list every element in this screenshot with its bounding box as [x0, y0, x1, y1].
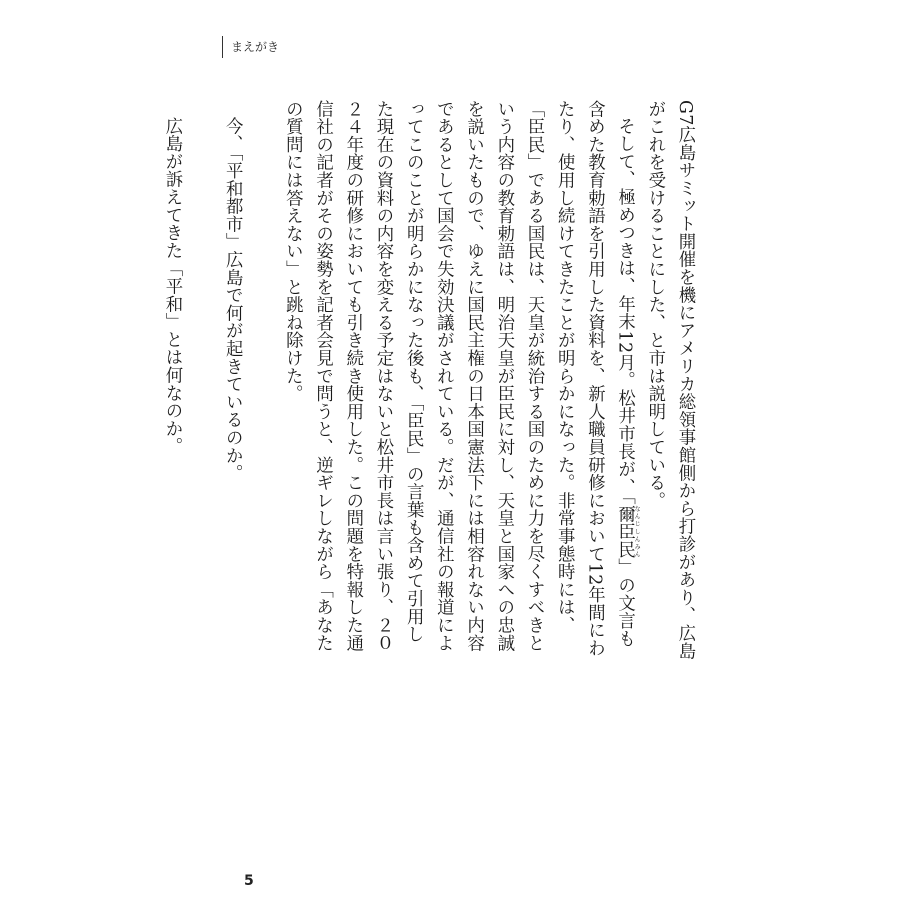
furigana-nanjishinmin: 爾臣民なんじしんみん — [614, 505, 641, 559]
paragraph-2 — [277, 100, 639, 660]
paragraph-3: 今、「平和都市」広島で何が起きているのか。 — [222, 117, 243, 483]
paragraph-1: G7広島サミット開催を機にアメリカ総領事館側から打診があり、広島がこれを受けることにした、と市は説明している。 — [644, 100, 695, 660]
body-text — [161, 100, 700, 660]
paragraph-2-post: 」の文言も含めた教育勅語を引用した資料を、新人職員研修において12年間にわたり、使用し続けてきたことが明らかになった。非常事態時には、「臣民」である国民は、天皇が統治する国のために力を尽くすべきという内容の教育勅語は、明治天皇が臣民に対し、天皇と国家への忠誠を説いたもので、ゆえに国民主権の日本国憲法下には相容れない内容であるとして国会で失効決議がされている。だが、通信社の報道によってこのことが明らかになった後も、「臣民」の言葉も含めて引用した現在の資料の内容を変える予定はないと松井市長は言い張り、２０２４年度の研修においても引き続き使用した。この問題を特報した通信社の記者がその姿勢を記者会見で問うと、逆ギレしながら「あなたの質問には答えない」と跳ね除けた。 — [282, 100, 635, 657]
section-title: まえがき — [222, 36, 279, 58]
page-number: 5 — [244, 873, 254, 889]
paragraph-2-pre: そして、極めつきは、年末12月。松井市長が、「 — [614, 117, 635, 506]
paragraph-4: 広島が訴えてきた「平和」とは何なのか。 — [161, 117, 182, 456]
